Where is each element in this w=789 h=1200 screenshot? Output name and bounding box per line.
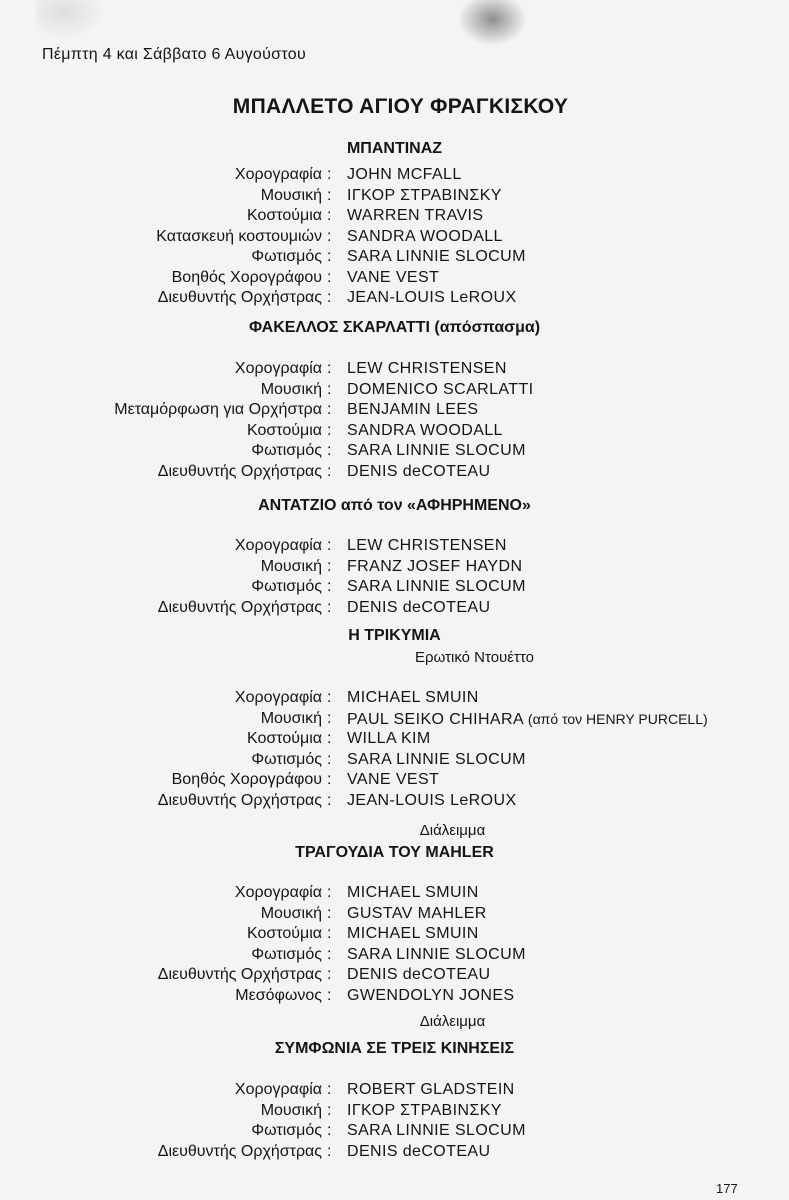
credit-name <box>347 536 507 557</box>
credit-name <box>347 709 708 731</box>
credit-row <box>0 729 789 750</box>
credit-row <box>0 400 789 421</box>
section-title: ΦΑΚΕΛΛΟΣ ΣΚΑΡΛΑΤΤΙ (απόσπασμα) <box>248 319 541 336</box>
credit-name-text: MICHAEL SMUIN <box>347 689 479 706</box>
credit-name-text: SANDRA WOODALL <box>347 421 503 439</box>
credit-name-text: MICHAEL SMUIN <box>347 884 479 901</box>
credit-name-text: WARREN TRAVIS <box>347 207 484 224</box>
credit-row <box>0 791 789 812</box>
credit-name <box>347 462 490 483</box>
credit-role: Διευθυντής Ορχήστρας <box>157 462 322 480</box>
credit-role: Κοστούμια <box>246 925 322 942</box>
credit-separator: : <box>327 750 332 768</box>
credit-separator: : <box>327 207 332 224</box>
credit-name <box>347 1121 526 1142</box>
credit-row <box>0 986 789 1007</box>
credit-row <box>0 462 789 483</box>
credit-name <box>347 945 526 966</box>
credit-row <box>0 904 789 925</box>
credit-row <box>0 268 789 289</box>
credit-name <box>347 883 479 904</box>
section-title: ΣΥΜΦΩΝΙΑ ΣΕ ΤΡΕΙΣ ΚΙΝΗΣΕΙΣ <box>274 1040 515 1057</box>
credit-role: Κοστούμια <box>246 207 322 224</box>
credits-list <box>0 883 789 1006</box>
credit-name <box>347 729 431 750</box>
credit-separator: : <box>327 401 332 418</box>
credit-row <box>0 288 789 309</box>
credit-role: Κατασκευή κοστουμιών <box>156 227 322 245</box>
credit-name-text: JEAN-LOUIS LeROUX <box>347 791 517 809</box>
credit-role: Μουσική <box>260 186 322 204</box>
credit-row <box>0 945 789 966</box>
credit-role: Διευθυντής Ορχήστρας <box>157 966 322 983</box>
credit-separator: : <box>327 1081 332 1098</box>
credit-name <box>347 421 503 442</box>
credit-name-text: PAUL SEIKO CHIHARA <box>347 710 525 728</box>
credit-row <box>0 421 789 442</box>
credit-role: Βοηθός Χορογράφου <box>171 771 322 788</box>
credit-separator: : <box>327 925 332 942</box>
credit-row <box>0 965 789 986</box>
credits-list <box>0 688 789 811</box>
credit-separator: : <box>327 537 332 554</box>
credit-separator: : <box>327 966 332 983</box>
credits-list <box>0 165 789 309</box>
credit-role: Φωτισμός <box>251 442 322 459</box>
credit-role: Χορογραφία <box>234 537 322 554</box>
credit-name <box>347 965 490 986</box>
credit-role: Χορογραφία <box>234 884 322 901</box>
credit-separator: : <box>327 166 332 183</box>
credit-row <box>0 770 789 791</box>
credit-name <box>347 750 526 771</box>
credit-role: Χορογραφία <box>234 360 322 377</box>
credit-name <box>347 688 479 709</box>
credit-row <box>0 709 789 730</box>
credit-name <box>347 441 526 462</box>
credit-name-text: VANE VEST <box>347 771 440 788</box>
credit-row <box>0 186 789 207</box>
credit-separator: : <box>327 289 332 306</box>
credit-name-text: DENIS deCOTEAU <box>347 462 491 480</box>
credit-role: Χορογραφία <box>234 1081 322 1098</box>
credit-separator: : <box>327 557 332 575</box>
credit-name-text: ΙΓΚΟΡ ΣΤΡΑΒΙΝΣΚΥ <box>347 186 502 204</box>
section-title: ΜΠΑΝΤΙΝΑΖ <box>346 140 443 157</box>
credit-row <box>0 227 789 248</box>
credit-row <box>0 206 789 227</box>
credit-name-text: FRANZ JOSEF HAYDN <box>347 557 523 575</box>
credit-separator: : <box>327 730 332 747</box>
credit-name <box>347 577 526 598</box>
credit-separator: : <box>327 986 332 1004</box>
credit-name-text: SARA LINNIE SLOCUM <box>347 442 526 459</box>
credit-row <box>0 883 789 904</box>
credit-separator: : <box>327 884 332 901</box>
credit-row <box>0 1101 789 1122</box>
credit-separator: : <box>327 360 332 377</box>
credit-name <box>347 247 526 268</box>
interval-label: Διάλειμμα <box>419 1013 486 1030</box>
credit-name <box>347 598 490 619</box>
interval-label: Διάλειμμα <box>419 822 486 839</box>
credit-separator: : <box>327 462 332 480</box>
section-title: Η ΤΡΙΚΥΜΙΑ <box>348 627 441 644</box>
credit-name-text: DENIS deCOTEAU <box>347 966 491 983</box>
scan-smudge <box>36 0 106 40</box>
credit-name <box>347 359 507 380</box>
credit-separator: : <box>327 945 332 963</box>
credit-role: Διευθυντής Ορχήστρας <box>157 791 322 809</box>
performance-date: Πέμπτη 4 και Σάββατο 6 Αυγούστου <box>42 46 306 63</box>
credit-name <box>347 791 517 812</box>
section-title: ΤΡΑΓΟΥΔΙΑ ΤΟΥ MAHLER <box>295 844 494 861</box>
credit-separator: : <box>327 380 332 398</box>
credit-row <box>0 577 789 598</box>
credit-name <box>347 400 478 421</box>
credit-row <box>0 1121 789 1142</box>
credit-name <box>347 557 522 578</box>
credit-name-text: DOMENICO SCARLATTI <box>347 380 534 398</box>
credit-row <box>0 380 789 401</box>
credit-separator: : <box>327 248 332 265</box>
credit-role: Βοηθός Χορογράφου <box>171 268 322 286</box>
credit-name-text: SARA LINNIE SLOCUM <box>347 1122 526 1139</box>
section-title: ΑΝΤΑΤΖΙΟ από τον «ΑΦΗΡΗΜΕΝΟ» <box>258 497 531 514</box>
credit-name-text: ROBERT GLADSTEIN <box>347 1081 515 1098</box>
credit-name-text: BENJAMIN LEES <box>347 401 479 418</box>
credit-name-text: GWENDOLYN JONES <box>347 986 515 1004</box>
credit-separator: : <box>327 1122 332 1139</box>
credit-name-text: GUSTAV MAHLER <box>347 904 487 922</box>
credit-name-text: ΙΓΚΟΡ ΣΤΡΑΒΙΝΣΚΥ <box>347 1101 502 1119</box>
credit-separator: : <box>327 1142 332 1160</box>
credit-role: Διευθυντής Ορχήστρας <box>157 289 322 306</box>
credit-separator: : <box>327 442 332 459</box>
credit-note: (από τον HENRY PURCELL) <box>524 710 708 727</box>
credit-role: Φωτισμός <box>251 945 322 963</box>
credit-row <box>0 598 789 619</box>
credit-role: Μουσική <box>260 380 322 398</box>
credit-role: Φωτισμός <box>251 578 322 595</box>
credit-role: Φωτισμός <box>251 1122 322 1139</box>
credit-separator: : <box>327 904 332 922</box>
credit-separator: : <box>327 771 332 788</box>
credit-row <box>0 441 789 462</box>
credit-role: Μεσόφωνος <box>235 986 322 1004</box>
credit-name <box>347 1101 502 1122</box>
section-subtitle: Ερωτικό Ντουέττο <box>415 649 534 666</box>
credit-name-text: DENIS deCOTEAU <box>347 1142 491 1160</box>
credit-separator: : <box>327 709 332 727</box>
credit-name <box>347 227 503 248</box>
page-number: 177 <box>716 1181 738 1196</box>
credit-role: Μουσική <box>260 1101 322 1119</box>
credit-name <box>347 1142 490 1163</box>
credit-role: Διευθυντής Ορχήστρας <box>157 1142 322 1160</box>
credit-role: Φωτισμός <box>251 248 322 265</box>
credit-separator: : <box>327 791 332 809</box>
credit-name-text: VANE VEST <box>347 268 440 286</box>
credit-row <box>0 557 789 578</box>
credit-row <box>0 688 789 709</box>
credit-separator: : <box>327 268 332 286</box>
credit-name-text: JEAN-LOUIS LeROUX <box>347 289 517 306</box>
credit-name <box>347 380 533 401</box>
credit-separator: : <box>327 186 332 204</box>
credit-role: Χορογραφία <box>234 166 322 183</box>
page-title: ΜΠΑΛΛΕΤΟ ΑΓΙΟΥ ΦΡΑΓΚΙΣΚΟΥ <box>232 95 569 118</box>
credit-name-text: SARA LINNIE SLOCUM <box>347 578 526 595</box>
credit-role: Διευθυντής Ορχήστρας <box>157 598 322 616</box>
credit-row <box>0 536 789 557</box>
credits-list <box>0 536 789 618</box>
credit-row <box>0 1080 789 1101</box>
credit-name <box>347 770 439 791</box>
credit-row <box>0 359 789 380</box>
credit-row <box>0 750 789 771</box>
credit-row <box>0 924 789 945</box>
credit-separator: : <box>327 578 332 595</box>
credit-name-text: SARA LINNIE SLOCUM <box>347 945 526 963</box>
credit-role: Μουσική <box>260 709 322 727</box>
credit-name <box>347 288 517 309</box>
credit-role: Μουσική <box>260 557 322 575</box>
credit-name-text: SARA LINNIE SLOCUM <box>347 248 526 265</box>
credit-role: Μεταμόρφωση για Ορχήστρα <box>114 401 322 418</box>
credit-separator: : <box>327 689 332 706</box>
credit-separator: : <box>327 421 332 439</box>
credit-name <box>347 904 487 925</box>
credit-role: Μουσική <box>260 904 322 922</box>
credit-name <box>347 924 479 945</box>
credit-name-text: SARA LINNIE SLOCUM <box>347 750 526 768</box>
credit-separator: : <box>327 1101 332 1119</box>
credit-name <box>347 165 462 186</box>
credit-name-text: SANDRA WOODALL <box>347 227 503 245</box>
credit-name <box>347 986 515 1007</box>
credit-name <box>347 206 483 227</box>
credit-row <box>0 165 789 186</box>
credits-list <box>0 359 789 482</box>
credit-name <box>347 186 502 207</box>
credit-name-text: WILLA KIM <box>347 730 431 747</box>
credit-role: Κοστούμια <box>246 421 322 439</box>
credit-separator: : <box>327 227 332 245</box>
credit-row <box>0 247 789 268</box>
credit-role: Κοστούμια <box>246 730 322 747</box>
credit-name-text: LEW CHRISTENSEN <box>347 537 507 554</box>
credit-name-text: MICHAEL SMUIN <box>347 925 479 942</box>
scan-smudge <box>455 0 530 48</box>
credit-name <box>347 1080 515 1101</box>
credit-name-text: LEW CHRISTENSEN <box>347 360 507 377</box>
credit-role: Φωτισμός <box>251 750 322 768</box>
credit-name-text: DENIS deCOTEAU <box>347 598 491 616</box>
credit-role: Χορογραφία <box>234 689 322 706</box>
credit-name-text: JOHN MCFALL <box>347 166 462 183</box>
credit-row <box>0 1142 789 1163</box>
credit-separator: : <box>327 598 332 616</box>
credits-list <box>0 1080 789 1162</box>
credit-name <box>347 268 439 289</box>
